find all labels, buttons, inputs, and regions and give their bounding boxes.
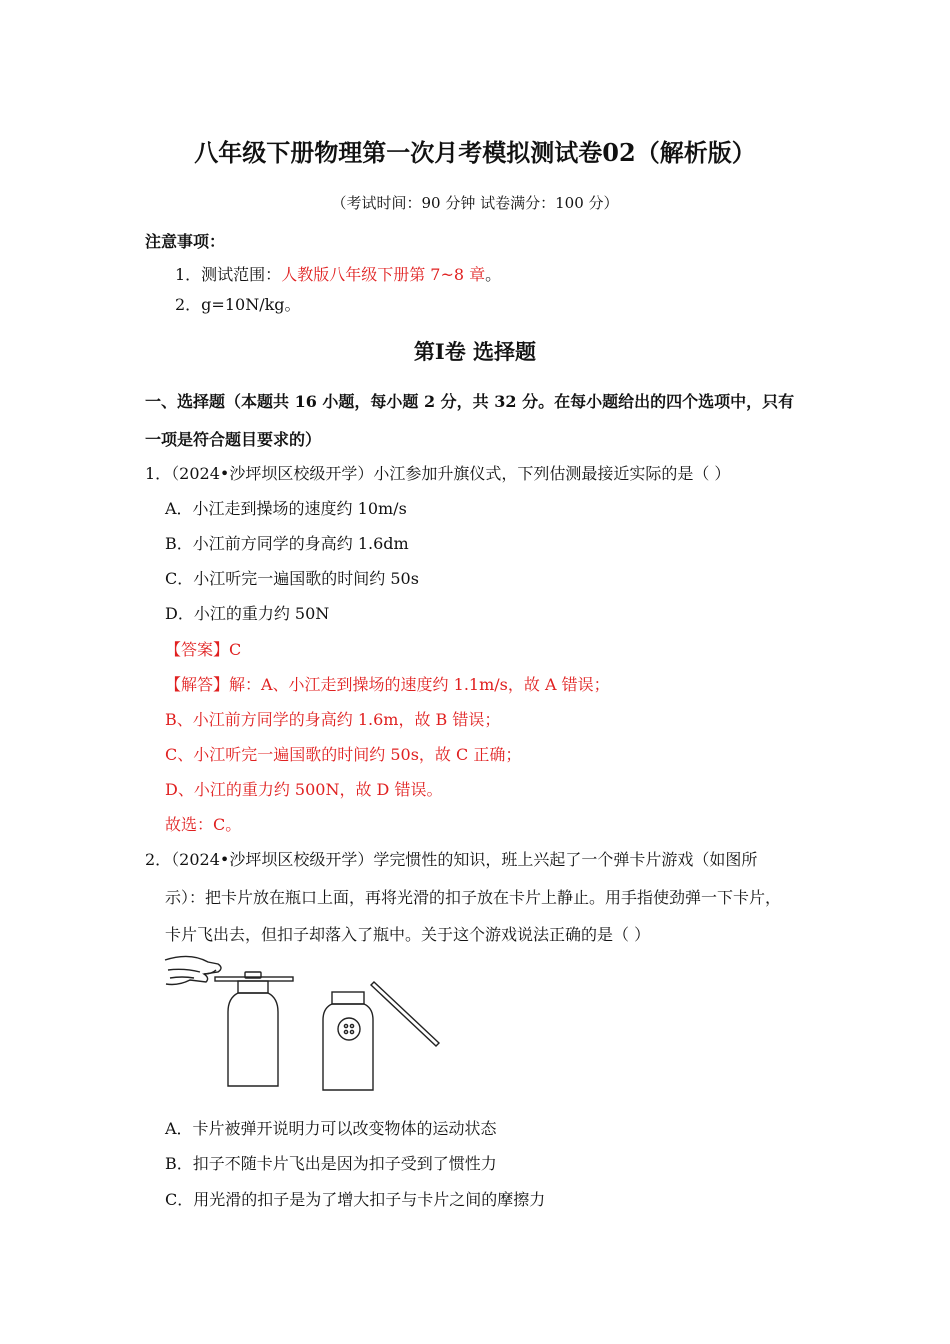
bottle-right bbox=[323, 992, 373, 1090]
part1-heading-line2: 一项是符合题目要求的） bbox=[145, 430, 322, 449]
q1-analysis-3: C、小江听完一遍国歌的时间约 50s，故 C 正确； bbox=[165, 745, 522, 764]
page-title: 八年级下册物理第一次月考模拟测试卷02（解析版） bbox=[194, 138, 756, 167]
notice-heading: 注意事项： bbox=[145, 232, 226, 251]
notice-item-1-scope: 人教版八年级下册第 7~8 章 bbox=[281, 265, 486, 284]
exam-info: （考试时间：90 分钟 试卷满分：100 分） bbox=[331, 194, 619, 212]
flying-card-shape bbox=[371, 982, 439, 1046]
q1-option-d: D．小江的重力约 50N bbox=[165, 604, 330, 623]
notice-item-2: 2．g=10N/kg。 bbox=[175, 295, 301, 314]
q1-analysis-5: 故选：C。 bbox=[165, 815, 242, 834]
q2-stem-line3: 卡片飞出去，但扣子却落入了瓶中。关于这个游戏说法正确的是（ ） bbox=[165, 925, 651, 944]
q1-option-c: C．小江听完一遍国歌的时间约 50s bbox=[165, 569, 419, 588]
notice-item-1 bbox=[175, 262, 501, 285]
q1-analysis-1: 【解答】解：A、小江走到操场的速度约 1.1m/s，故 A 错误； bbox=[165, 675, 610, 694]
q2-stem-line1: 2．（2024•沙坪坝区校级开学）学完惯性的知识，班上兴起了一个弹卡片游戏（如图所 bbox=[145, 850, 758, 869]
q2-option-b: B．扣子不随卡片飞出是因为扣子受到了惯性力 bbox=[165, 1154, 497, 1173]
card-flick-illustration bbox=[160, 950, 450, 1100]
q1-stem: 1．（2024•沙坪坝区校级开学）小江参加升旗仪式，下列估测最接近实际的是（ ） bbox=[145, 464, 731, 483]
q2-option-a: A．卡片被弹开说明力可以改变物体的运动状态 bbox=[165, 1119, 497, 1138]
section-title: 第Ⅰ卷 选择题 bbox=[413, 339, 537, 364]
q2-stem-line2: 示）：把卡片放在瓶口上面，再将光滑的扣子放在卡片上静止。用手指使劲弹一下卡片， bbox=[165, 888, 782, 907]
hand-icon bbox=[165, 956, 221, 984]
notice-item-1-suffix: 。 bbox=[485, 265, 502, 284]
q1-option-a: A．小江走到操场的速度约 10m/s bbox=[165, 499, 407, 518]
part1-heading-line1: 一、选择题（本题共 16 小题，每小题 2 分，共 32 分。在每小题给出的四个选项中，只有 bbox=[145, 392, 795, 411]
q1-option-b: B．小江前方同学的身高约 1.6dm bbox=[165, 534, 409, 553]
q1-answer: 【答案】C bbox=[165, 640, 242, 659]
notice-item-1-prefix: 1．测试范围： bbox=[175, 265, 282, 284]
q2-option-c: C．用光滑的扣子是为了增大扣子与卡片之间的摩擦力 bbox=[165, 1190, 546, 1209]
q1-analysis-2: B、小江前方同学的身高约 1.6m，故 B 错误； bbox=[165, 710, 501, 729]
bottle-left bbox=[228, 981, 278, 1086]
q1-analysis-4: D、小江的重力约 500N，故 D 错误。 bbox=[165, 780, 443, 799]
